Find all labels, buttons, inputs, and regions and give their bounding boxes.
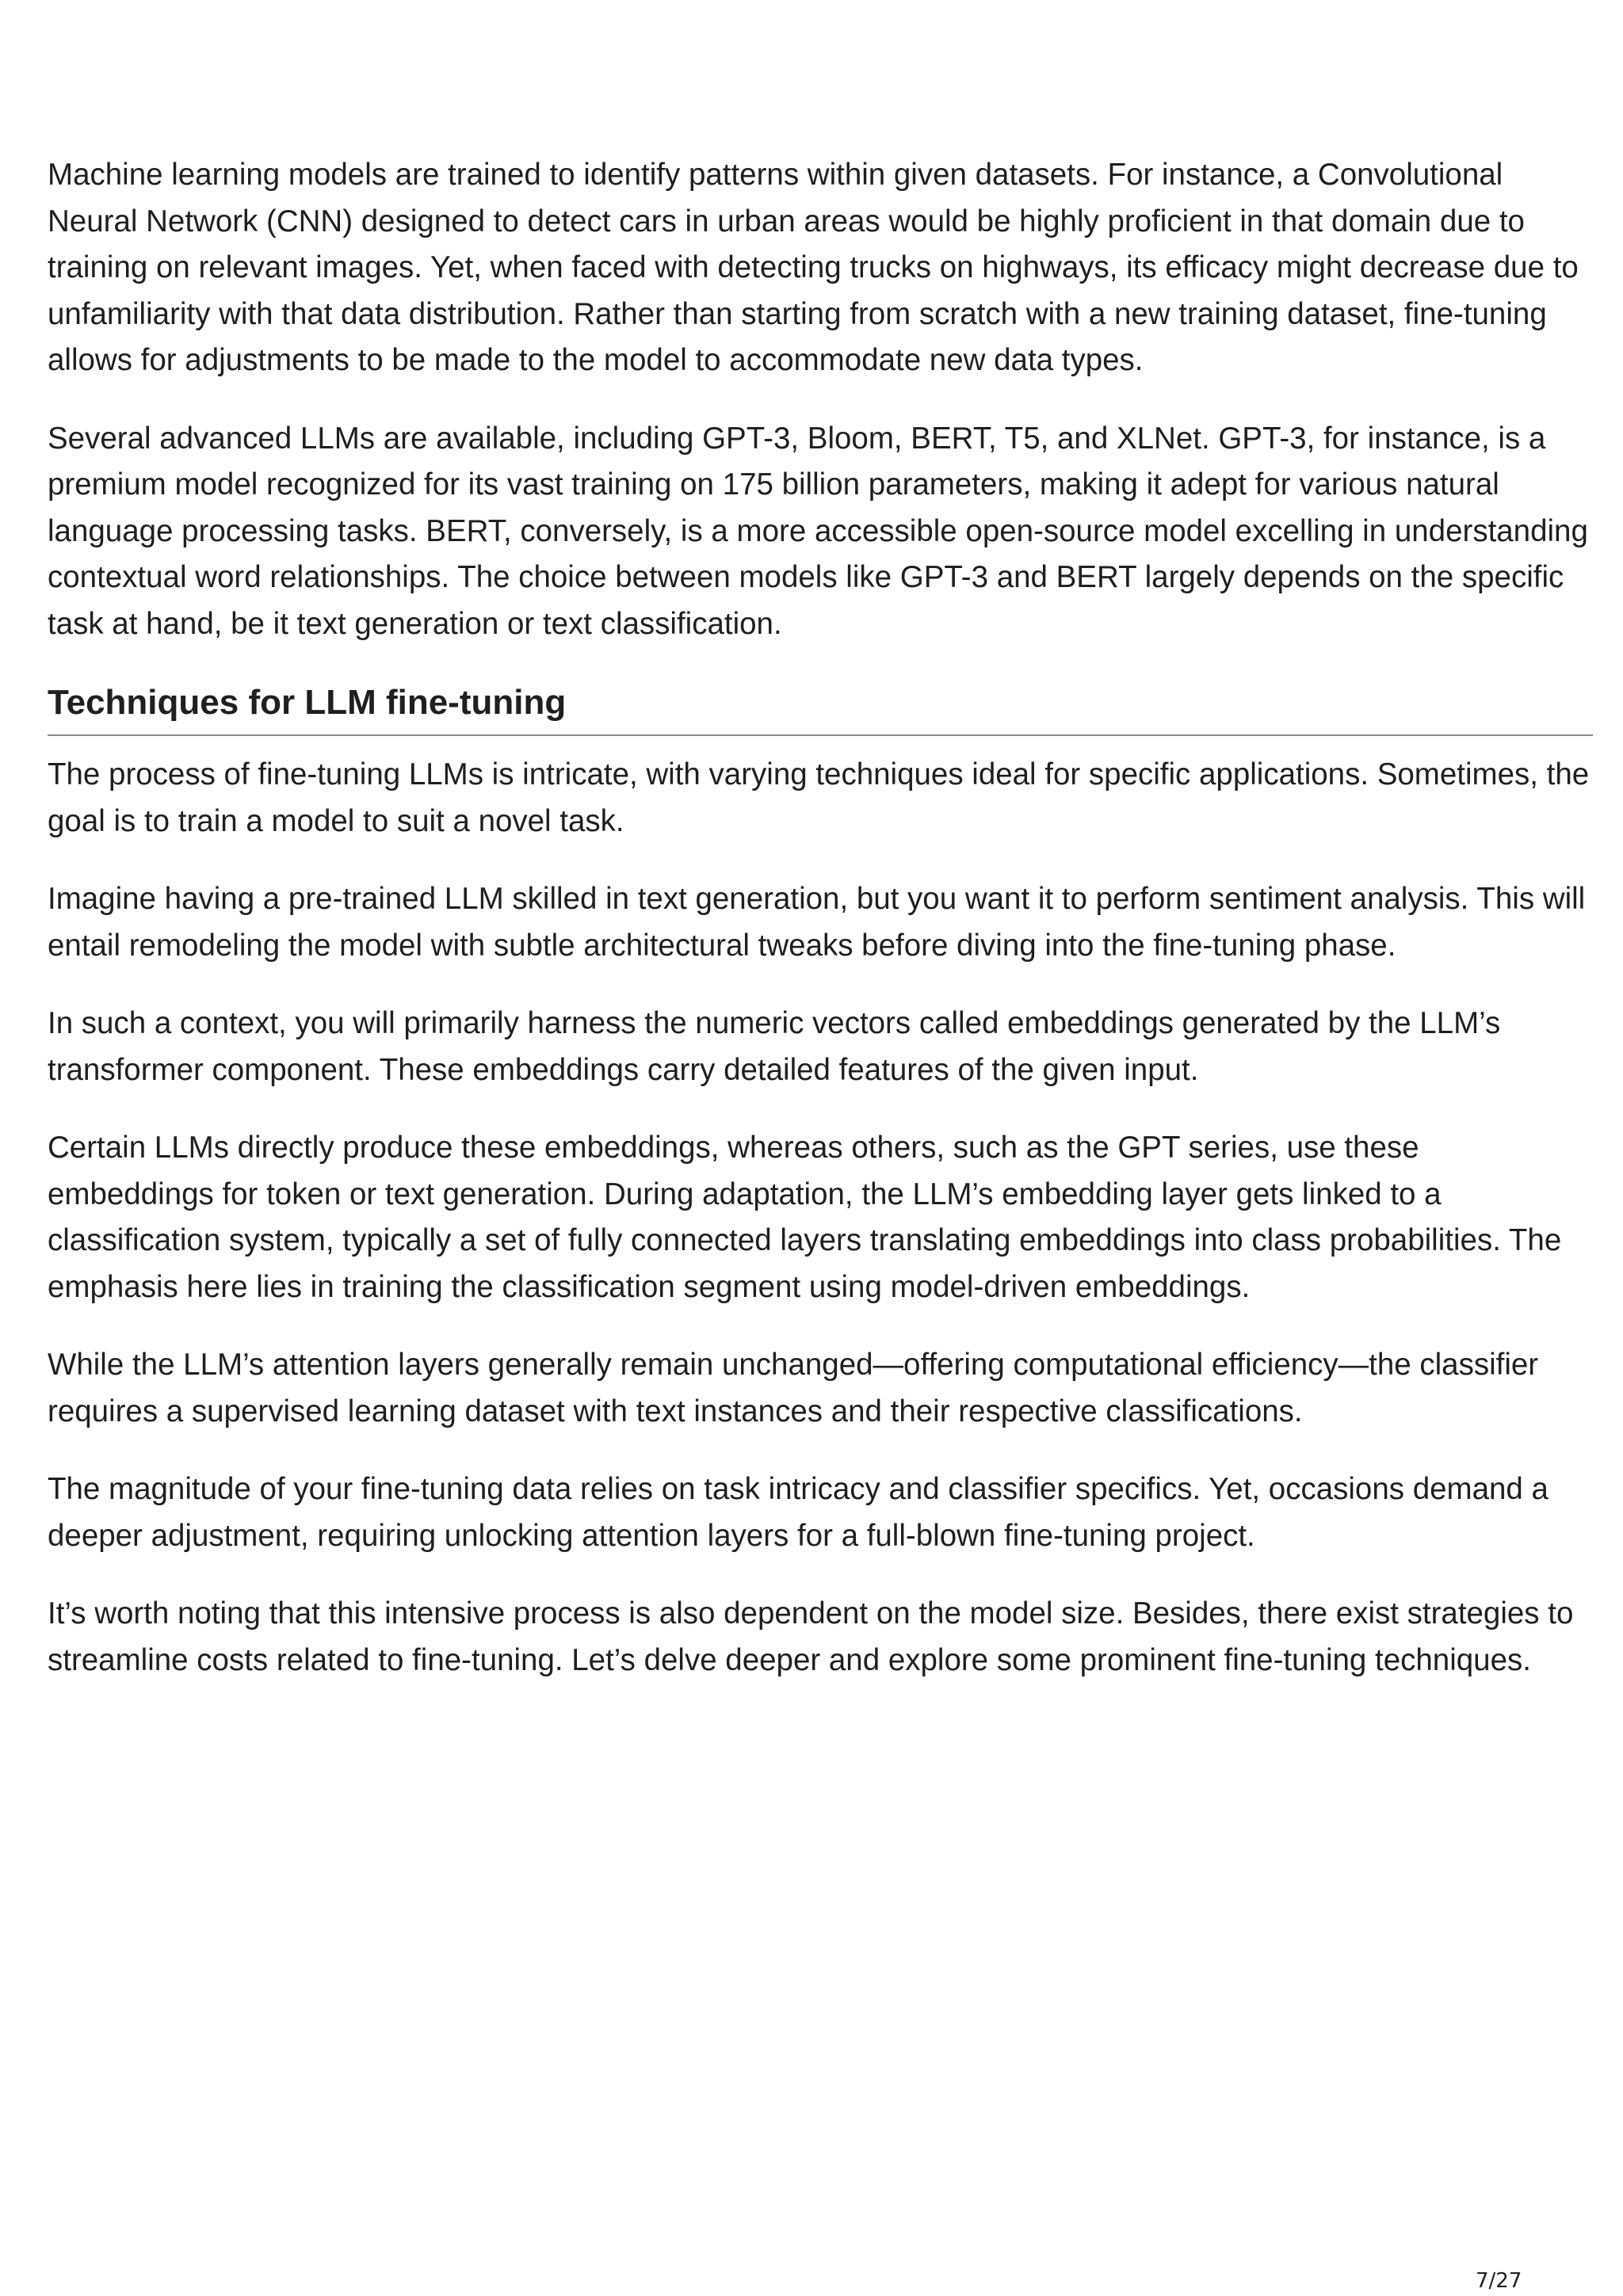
paragraph-sentiment-analysis: Imagine having a pre-trained LLM skilled in text generation, but you want it to perform sentiment analysis. This will entail remodeling the model with subtle architectural tweaks before diving into the fine-tuning phase.	[48, 882, 1586, 963]
section-heading: Techniques for LLM fine-tuning	[48, 679, 1593, 736]
paragraph-ml-patterns: Machine learning models are trained to identify patterns within given datasets. For instance, a Convolutional Neural Network (CNN) designed to detect cars in urban areas would be highly proficient in that domain due to training on relevant images. Yet, when faced with detecting trucks on highways, its efficacy might decrease due to unfamiliarity with that data distribution. Rather than starting from scratch with a new training dataset, fine-tuning allows for adjustments to be made to the model to accommodate new data types.	[48, 158, 1579, 377]
paragraph-attention-layers: While the LLM’s attention layers generally remain unchanged—offering computational efficiency—the classifier requires a supervised learning dataset with text instances and their respective classifications.	[48, 1348, 1539, 1428]
paragraph-embeddings: In such a context, you will primarily harness the numeric vectors called embeddings generated by the LLM’s transformer component. These embeddings carry detailed features of the given input.	[48, 1006, 1501, 1087]
article-body	[48, 152, 1593, 1715]
paragraph-advanced-llms: Several advanced LLMs are available, including GPT-3, Bloom, BERT, T5, and XLNet. GPT-3, for instance, is a premium model recognized for its vast training on 175 billion parameters, making it adept for various natural language processing tasks. BERT, conversely, is a more accessible open-source model excelling in understanding contextual word relationships. The choice between models like GPT-3 and BERT largely depends on the specific task at hand, be it text generation or text classification.	[48, 421, 1588, 641]
paragraph-classification-system: Certain LLMs directly produce these embeddings, whereas others, such as the GPT series, use these embeddings for token or text generation. During adaptation, the LLM’s embedding layer gets linked to a classification system, typically a set of fully connected layers translating embeddings into class probabilities. The emphasis here lies in training the classification segment using model-driven embeddings.	[48, 1131, 1562, 1304]
paragraph-process-intricate: The process of fine-tuning LLMs is intricate, with varying techniques ideal for specific applications. Sometimes, the goal is to train a model to suit a novel task.	[48, 757, 1590, 838]
paragraph-fine-tuning-data: The magnitude of your fine-tuning data relies on task intricacy and classifier specifics. Yet, occasions demand a deeper adjustment, requiring unlocking attention layers for a full-blown fine-tuning project.	[48, 1472, 1549, 1553]
page-number: 7/27	[1476, 2269, 1522, 2293]
paragraph-model-size: It’s worth noting that this intensive process is also dependent on the model size. Besides, there exist strategies to streamline costs related to fine-tuning. Let’s delve deeper and explore some prominent fine-tuning techniques.	[48, 1596, 1574, 1677]
